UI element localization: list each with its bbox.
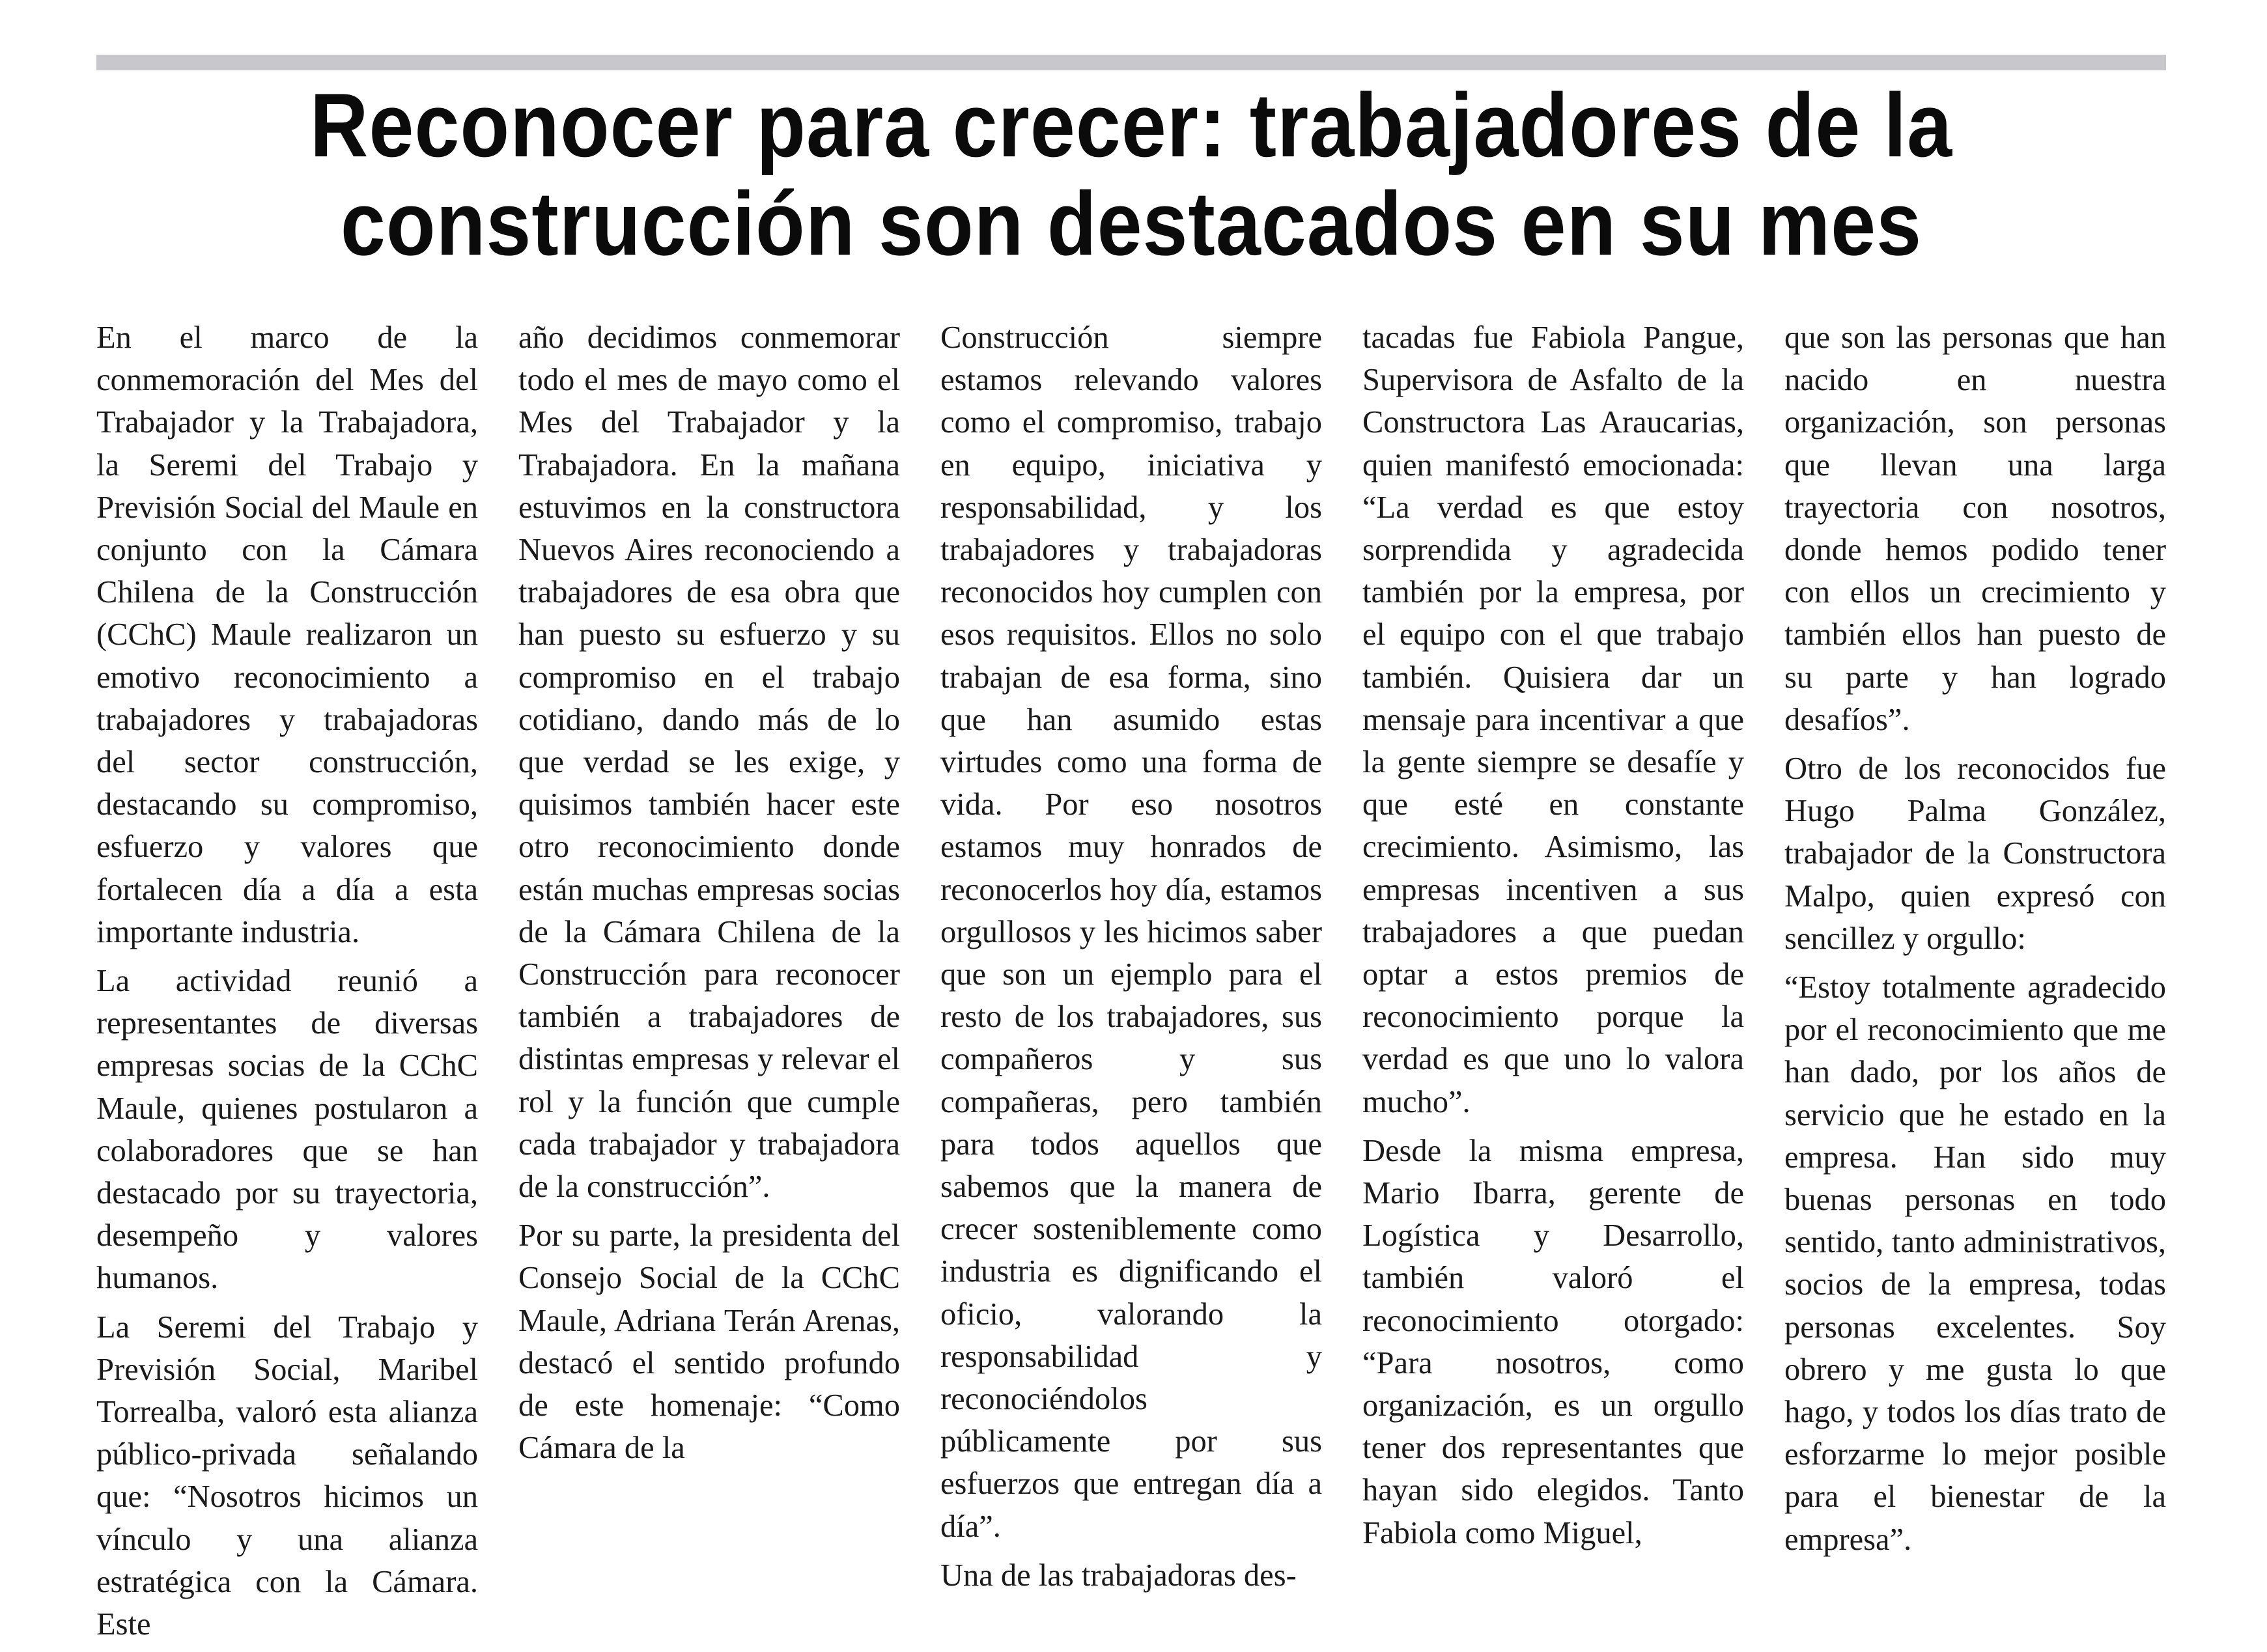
column-3 bbox=[940, 316, 1322, 1603]
paragraph: La actividad reunió a representantes de diversas empresas socias de la CChC Maule, quienes postularon a colaboradores que se han destacado por su trayectoria, desempeño y valores humanos. bbox=[96, 964, 478, 1296]
paragraph: Construcción siempre estamos relevando valores como el compromiso, trabajo en equipo, iniciativa y responsabilidad, y los trabajadores y trabajadoras reconocidos hoy cumplen con esos requisitos. Ellos no solo trabajan de esa forma, sino que han asumido estas virtudes como una forma de vida. Por eso nosotros estamos muy honrados de reconocerlos hoy día, estamos orgullosos y les hicimos saber que son un ejemplo para el resto de los trabajadores, sus compañeros y sus compañeras, pero también para todos aquellos que sabemos que la manera de crecer sosteniblemente como industria es dignificando el oficio, valorando la responsabilidad y reconociéndolos públicamente por sus esfuerzos que entregan día a día”. bbox=[940, 320, 1322, 1544]
paragraph: tacadas fue Fabiola Pangue, Supervisora de Asfalto de la Constructora Las Araucarias, quien manifestó emocionada: “La verdad es que estoy sorprendida y agradecida también por la empresa, por el equipo con el que trabajo también. Quisiera dar un mensaje para incentivar a que la gente siempre se desafíe y que esté en constante crecimiento. Asimismo, las empresas incentiven a sus trabajadores a que puedan optar a estos premios de reconocimiento porque la verdad es que uno lo valora mucho”. bbox=[1362, 320, 1744, 1119]
column-4 bbox=[1362, 316, 1744, 1561]
column-5 bbox=[1784, 316, 2166, 1567]
paragraph: Una de las trabajadoras des- bbox=[940, 1558, 1297, 1593]
paragraph: que son las personas que han nacido en nuestra organización, son personas que llevan una larga trayectoria con nosotros, donde hemos podido tener con ellos un crecimiento y también ellos han puesto de su parte y han logrado desafíos”. bbox=[1784, 320, 2166, 737]
headline-line-1: Reconocer para crecer: trabajadores de la bbox=[309, 75, 1953, 176]
paragraph: Desde la misma empresa, Mario Ibarra, gerente de Logística y Desarrollo, también valoró el reconocimiento otorgado: “Para nosotros, como organización, es un orgullo tener dos representantes que hayan sido elegidos. Tanto Fabiola como Miguel, bbox=[1362, 1133, 1744, 1550]
paragraph: “Estoy totalmente agradecido por el reconocimiento que me han dado, por los años de servicio que he estado en la empresa. Han sido muy buenas personas en todo sentido, tanto administrativos, socios de la empresa, todas personas excelentes. Soy obrero y me gusta lo que hago, y todos los días trato de esforzarme lo mejor posible para el bienestar de la empresa”. bbox=[1784, 970, 2166, 1557]
headline-line-2: construcción son destacados en su mes bbox=[340, 173, 1922, 275]
article-body bbox=[96, 316, 2166, 1642]
paragraph: Otro de los reconocidos fue Hugo Palma González, trabajador de la Constructora Malpo, quien expresó con sencillez y orgullo: bbox=[1784, 751, 2166, 956]
paragraph: año decidimos conmemorar todo el mes de mayo como el Mes del Trabajador y la Trabajadora. En la mañana estuvimos en la constructora Nuevos Aires reconociendo a trabajadores de esa obra que han puesto su esfuerzo y su compromiso en el trabajo cotidiano, dando más de lo que verdad se les exige, y quisimos también hacer este otro reconocimiento donde están muchas empresas socias de la Cámara Chilena de la Construcción para reconocer también a trabajadores de distintas empresas y relevar el rol y la función que cumple cada trabajador y trabajadora de la construcción”. bbox=[518, 320, 900, 1205]
paragraph: La Seremi del Trabajo y Previsión Social, Maribel Torrealba, valoró esta alianza público-privada señalando que: “Nosotros hicimos un vínculo y una alianza estratégica con la Cámara. Este bbox=[96, 1309, 478, 1642]
article-headline bbox=[96, 77, 2166, 273]
paragraph: Por su parte, la presidenta del Consejo Social de la CChC Maule, Adriana Terán Arenas, destacó el sentido profundo de este homenaje: “Como Cámara de la bbox=[518, 1218, 900, 1466]
column-2 bbox=[518, 316, 900, 1476]
paragraph: En el marco de la conmemoración del Mes del Trabajador y la Trabajadora, la Seremi del Trabajo y Previsión Social del Maule en conjunto con la Cámara Chilena de la Construcción (CChC) Maule realizaron un emotivo reconocimiento a trabajadores y trabajadoras del sector construcción, destacando su compromiso, esfuerzo y valores que fortalecen día a día a esta importante industria. bbox=[96, 320, 478, 949]
top-divider-bar bbox=[96, 55, 2166, 70]
column-1 bbox=[96, 316, 478, 1652]
